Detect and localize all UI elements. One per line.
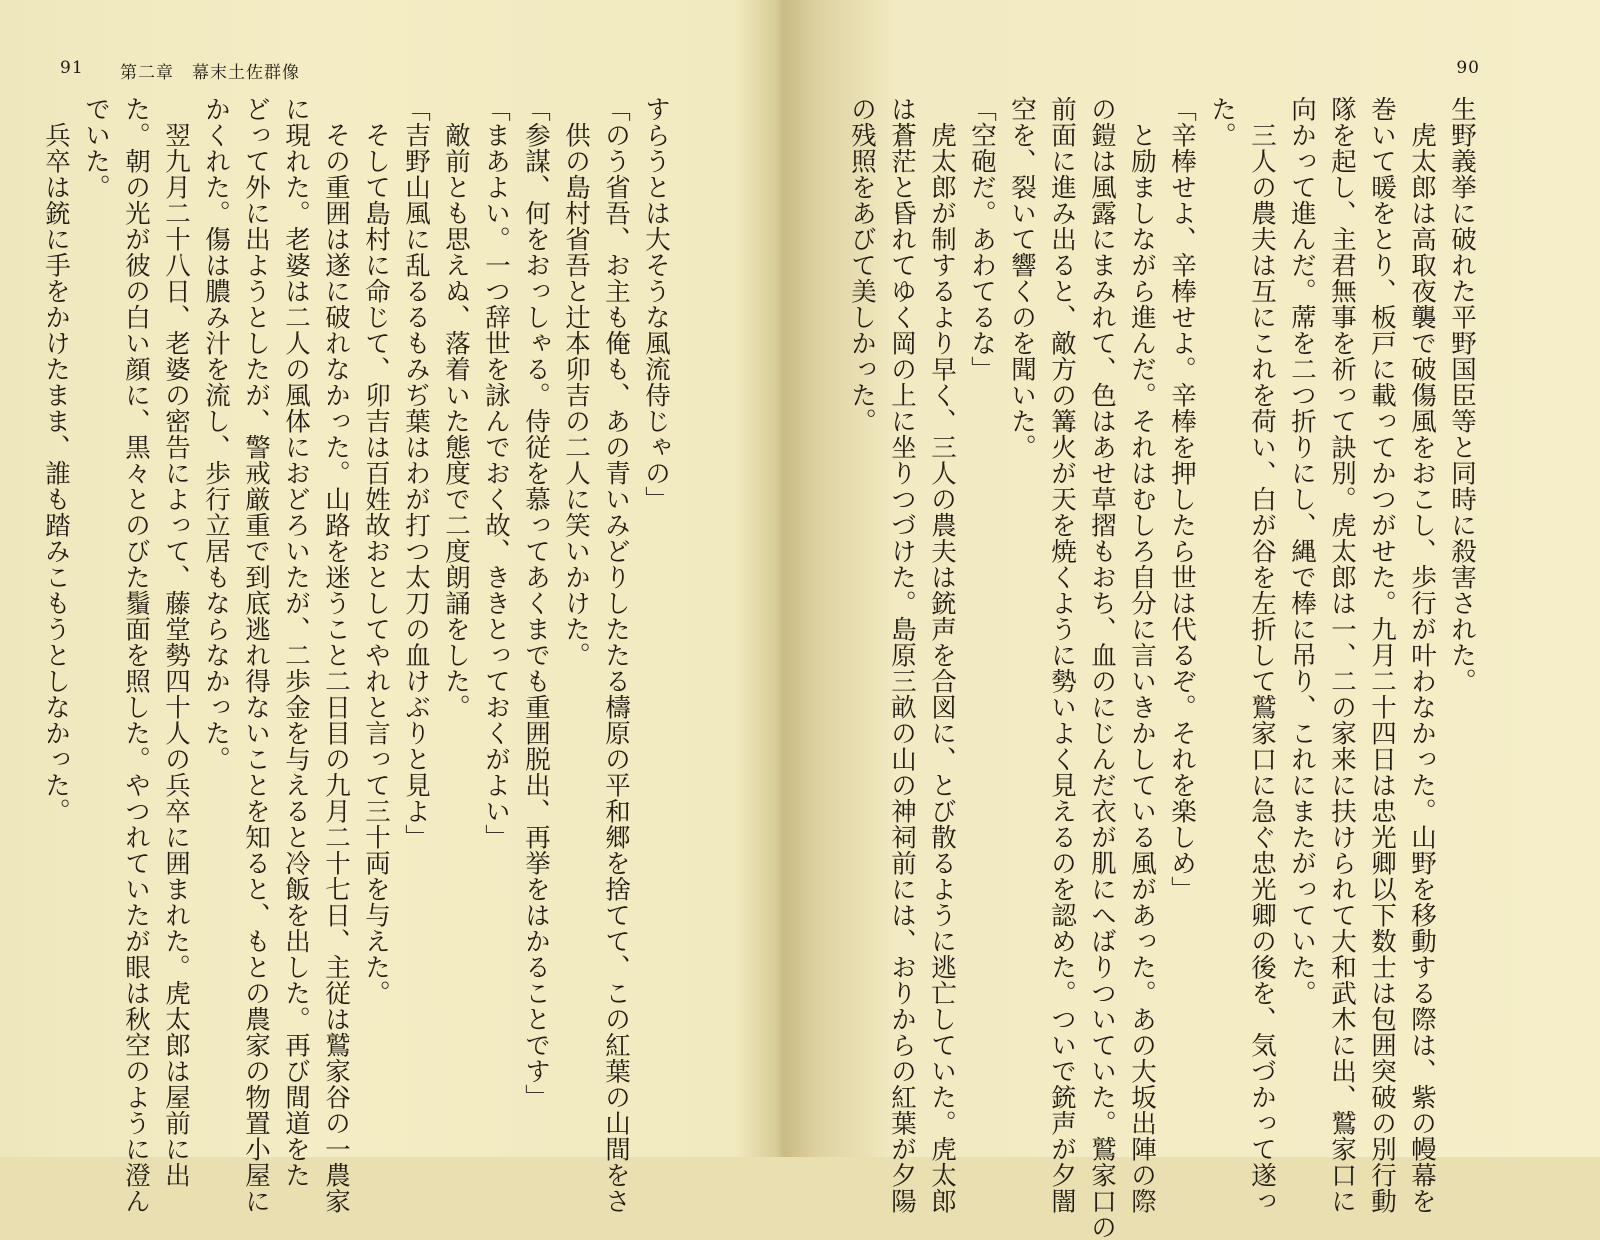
text-line: の鎧は風露にまみれて、色はあせ草摺もおち、血のにじんだ衣が肌にへばりついていた。鷲家口の — [1087, 96, 1117, 1240]
text-line: た。朝の光が彼の白い顔に、黒々とのびた鬚面を照した。やつれていたが眼は秋空のように澄ん — [121, 96, 151, 1214]
text-line: かくれた。傷は膿み汁を流し、歩行立居もならなかった。 — [201, 96, 231, 772]
text-line: 向かって進んだ。蓆を二つ折りにし、縄で棒に吊り、これにまたがっていた。 — [1287, 96, 1317, 1006]
text-line: た。 — [1207, 96, 1237, 148]
right-page-text — [842, 96, 1482, 1240]
text-line: 虎太郎が制するより早く、三人の農夫は銃声を合図に、とび散るように逃亡していた。虎太郎 — [927, 96, 957, 1214]
text-line: 虎太郎は高取夜襲で破傷風をおこし、歩行が叶わなかった。山野を移動する際は、紫の幔幕を — [1407, 96, 1437, 1214]
text-line: でいた。 — [81, 96, 111, 200]
text-line: 生野義挙に破れた平野国臣等と同時に殺害された。 — [1447, 96, 1477, 694]
text-line: その重囲は遂に破れなかった。山路を迷うこと二日目の九月二十七日、主従は鷲家谷の一農家 — [321, 96, 351, 1214]
text-line: 「辛棒せよ、辛棒せよ。辛棒を押したら世は代るぞ。それを楽しめ」 — [1167, 96, 1197, 902]
text-line: 「参謀、何をおっしゃる。侍従を慕ってあくまでも重囲脱出、再挙をはかることです」 — [521, 96, 551, 1110]
text-line: 前面に進み出ると、敵方の篝火が天を焼くように勢いよく見えるのを認めた。ついで銃声が夕闇 — [1047, 96, 1077, 1214]
text-line: と励ましながら進んだ。それはむしろ自分に言いきかしている風があった。あの大坂出陣の際 — [1127, 96, 1157, 1214]
text-line: 隊を起し、主君無事を祈って訣別。虎太郎は一、二の家来に扶けられて大和武木に出、鷲家口に — [1327, 96, 1357, 1214]
page-number-right: 90 — [1456, 58, 1480, 78]
right-page — [780, 0, 1600, 1240]
text-line: 供の島村省吾と辻本卯吉の二人に笑いかけた。 — [561, 96, 591, 668]
text-line: に現れた。老婆は二人の風体におどろいたが、二歩金を与えると冷飯を出した。再び間道をた — [281, 96, 311, 1188]
text-line: 空を、裂いて響くのを聞いた。 — [1007, 96, 1037, 460]
text-line: すらうとは大そうな風流侍じゃの」 — [641, 96, 671, 512]
page-number-left: 91 — [60, 58, 84, 78]
text-line: 敵前とも思えぬ、落着いた態度で二度朗誦をした。 — [441, 96, 471, 720]
text-line: 翌九月二十八日、老婆の密告によって、藤堂勢四十人の兵卒に囲まれた。虎太郎は屋前に出 — [161, 96, 191, 1188]
text-line: 「のう省吾、お主も俺も、あの青いみどりしたたる檮原の平和郷を捨てて、この紅葉の山間をさ — [601, 96, 631, 1214]
text-line: どって外に出ようとしたが、警戒厳重で到底逃れ得ないことを知ると、もとの農家の物置小屋に — [241, 96, 271, 1214]
text-line: 「空砲だ。あわてるな」 — [967, 96, 997, 382]
running-title: 第二章 幕末土佐群像 — [120, 63, 300, 83]
text-line: の残照をあびて美しかった。 — [847, 96, 877, 434]
text-line: 三人の農夫は互にこれを荷い、白が谷を左折して鷲家口に急ぐ忠光卿の後を、気づかって遂っ — [1247, 96, 1277, 1214]
text-line: 巻いて暖をとり、板戸に載ってかつがせた。九月二十四日は忠光卿以下数士は包囲突破の別行動 — [1367, 96, 1397, 1214]
text-line: 「吉野山風に乱るるもみぢ葉はわが打つ太刀の血けぶりと見よ」 — [401, 96, 431, 850]
text-line: 「まあよい。一つ辞世を詠んでおく故、ききとっておくがよい」 — [481, 96, 511, 850]
text-line: は蒼茫と昏れてゆく岡の上に坐りつづけた。島原三畝の山の神祠前には、おりからの紅葉が夕陽 — [887, 96, 917, 1214]
left-page — [0, 0, 780, 1214]
left-page-text — [36, 96, 676, 1214]
text-line: そして島村に命じて、卯吉は百姓故おとしてやれと言って三十両を与えた。 — [361, 96, 391, 1006]
text-line: 兵卒は銃に手をかけたまま、誰も踏みこもうとしなかった。 — [41, 96, 71, 824]
